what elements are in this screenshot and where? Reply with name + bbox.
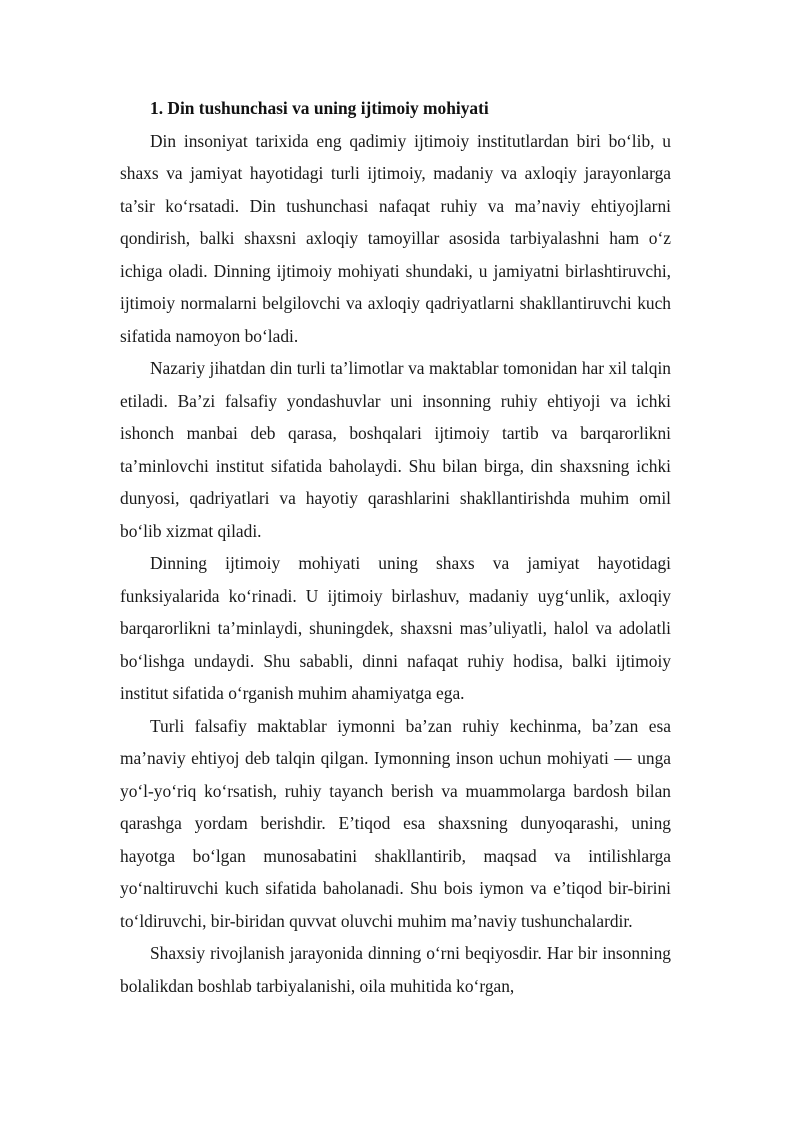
section-heading: 1. Din tushunchasi va uning ijtimoiy mohiyati (150, 98, 489, 118)
paragraph: Shaxsiy rivojlanish jarayonida dinning o‘rni beqiyosdir. Har bir insonning bolalikdan boshlab tarbiyalanishi, oila muhitida ko‘rgan, (120, 943, 671, 996)
paragraph: Din insoniyat tarixida eng qadimiy ijtimoiy institutlardan biri bo‘lib, u shaxs va jamiyat hayotidagi turli ijtimoiy, madaniy va axloqiy jarayonlarga ta’sir ko‘rsatadi. Din tushunchasi nafaqat ruhiy va ma’naviy ehtiyojlarni qondirish, balki shaxsni axloqiy tamoyillar asosida tarbiyalashni ham o‘z ichiga oladi. Dinning ijtimoiy mohiyati shundaki, u jamiyatni birlashtiruvchi, ijtimoiy normalarni belgilovchi va axloqiy qadriyatlarni shakllantiruvchi kuch sifatida namoyon bo‘ladi. (120, 130, 671, 346)
document-page (120, 92, 671, 1002)
paragraph: Turli falsafiy maktablar iymonni ba’zan ruhiy kechinma, ba’zan esa ma’naviy ehtiyoj deb talqin qilgan. Iymonning inson uchun mohiyati — unga yo‘l-yo‘riq ko‘rsatish, ruhiy tayanch berish va muammolarga bardosh bilan qarashga yordam berishdir. E’tiqod esa shaxsning dunyoqarashi, uning hayotga bo‘lgan munosabatini shakllantirib, maqsad va intilishlarga yo‘naltiruvchi kuch sifatida baholanadi. Shu bois iymon va e’tiqod bir-birini to‘ldiruvchi, bir-biridan quvvat oluvchi muhim ma’naviy tushunchalardir. (120, 715, 671, 931)
paragraph: Dinning ijtimoiy mohiyati uning shaxs va jamiyat hayotidagi funksiyalarida ko‘rinadi. U ijtimoiy birlashuv, madaniy uyg‘unlik, axloqiy barqarorlikni ta’minlaydi, shuningdek, shaxsni mas’uliyatli, halol va adolatli bo‘lishga undaydi. Shu sababli, dinni nafaqat ruhiy hodisa, balki ijtimoiy institut sifatida o‘rganish muhim ahamiyatga ega. (120, 553, 671, 703)
paragraph: Nazariy jihatdan din turli ta’limotlar va maktablar tomonidan har xil talqin etiladi. Ba’zi falsafiy yondashuvlar uni insonning ruhiy ehtiyoji va ichki ishonch manbai deb qarasa, boshqalari ijtimoiy tartib va barqarorlikni ta’minlovchi institut sifatida baholaydi. Shu bilan birga, din shaxsning ichki dunyosi, qadriyatlari va hayotiy qarashlarini shakllantirishda muhim omil bo‘lib xizmat qiladi. (120, 358, 671, 541)
